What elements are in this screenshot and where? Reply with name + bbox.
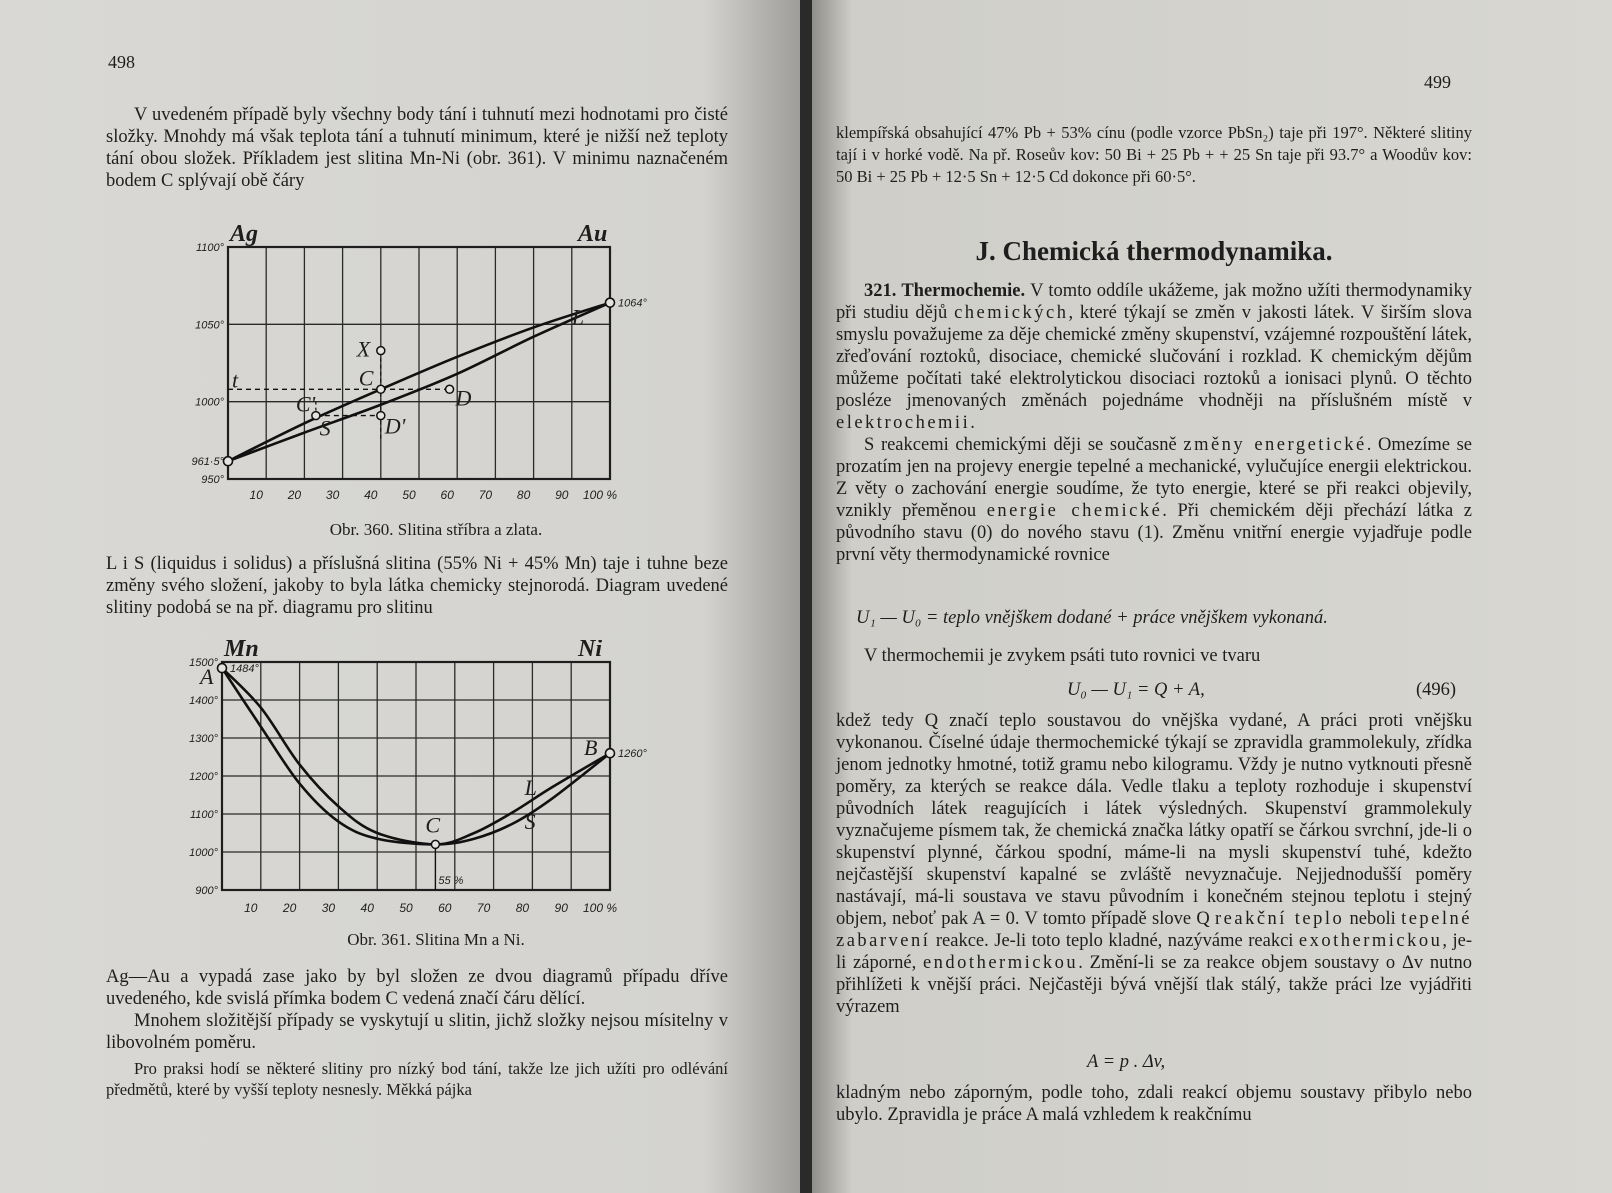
element-label: Au: [578, 225, 608, 247]
paragraph-text: Mnohem složitější případy se vyskytují u slitin, jichž složky nejsou mísitelny v libovolném poměru.: [106, 1011, 728, 1053]
end-value-label: 1484°: [230, 663, 259, 676]
x-tick-label: 100 %: [582, 901, 618, 915]
x-tick-label: 30: [321, 901, 336, 915]
text-run: V tomto oddíle ukážeme, jak možno užíti thermodynamiky při studiu dějů: [836, 281, 1472, 323]
point-marker: [377, 347, 385, 355]
equation: U₁ — U₀ = teplo vnějškem dodané + práce vnějškem vykonaná.: [856, 608, 1328, 628]
endpoint-marker: [218, 664, 227, 673]
emphasis: tepelné zabarvení: [836, 909, 1472, 951]
endpoint-marker: [224, 457, 233, 466]
text-run: neboli: [1344, 909, 1402, 929]
x-tick-label: 50: [399, 901, 413, 915]
emphasis: endothermickou: [922, 953, 1079, 973]
paragraph: [106, 966, 728, 1100]
point-marker: [431, 840, 439, 848]
paragraph-text: [836, 710, 1472, 1018]
paragraph-text: L i S (liquidus i solidus) a příslušná slitina (55% Ni + 45% Mn) taje i tuhne beze změny svého složení, jakoby to byla látka chemicky stejnorodá. Diagram uvedené slitiny podobá se na př. diagramu pro slitinu: [106, 554, 728, 618]
paragraph: [836, 645, 1472, 667]
x-tick-label: 70: [476, 901, 491, 915]
book-gutter: [800, 0, 812, 1193]
x-tick-label: 10: [249, 488, 263, 502]
emphasis: energie chemické: [986, 501, 1163, 521]
y-tick-label: 1050°: [195, 319, 224, 332]
y-tick-label: 961·5°: [191, 456, 224, 469]
paragraph: [836, 1082, 1472, 1126]
text-run: . Změní-li se za reakce objem soustavy o Δv nutno přihlížeti k vnější práci. Nejčastěji bývá vnější tlak stálý, takže práci lze vyjádřiti výrazem: [836, 953, 1472, 1017]
paragraph: [836, 122, 1472, 188]
endpoint-marker: [606, 749, 615, 758]
emphasis: reakční teplo: [1215, 909, 1345, 929]
point-marker: [377, 412, 385, 420]
element-label: Ni: [578, 640, 602, 662]
paragraph-text: [836, 434, 1472, 566]
x-tick-label: 70: [478, 488, 493, 502]
paragraph-text: V uvedeném případě byly všechny body tání i tuhnutí mezi hodnotami pro čisté složky. Mnohdy má však teplota tání a tuhnutí minimum, které je nižší než teploty tání obou složek. Příkladem jest slitina Mn-Ni (obr. 361). V minimu naznačeném bodem C splývají obě čáry: [106, 105, 728, 191]
y-tick-label: 1100°: [189, 809, 218, 821]
y-tick-label: 1000°: [189, 847, 218, 859]
y-tick-label: 1300°: [189, 733, 218, 745]
element-label: Mn: [224, 640, 259, 662]
point-marker: [446, 385, 454, 393]
point-label: t: [232, 367, 239, 393]
y-tick-label: 1400°: [189, 695, 218, 707]
text-run: S reakcemi chemickými ději se současně: [864, 435, 1184, 455]
y-tick-label: 1200°: [189, 771, 218, 783]
section-label: 321. Thermochemie.: [864, 281, 1026, 301]
y-tick-label: 900°: [195, 885, 218, 897]
right-page: [812, 0, 1612, 1193]
endpoint-marker: [606, 298, 615, 307]
x-tick-label: 20: [287, 488, 302, 502]
paragraph-text: kladným nebo záporným, podle toho, zdali reakcí objemu soustavy přibylo nebo ubylo. Zpravidla je práce A malá vzhledem k reakčnímu: [836, 1083, 1472, 1125]
x-tick-label: 20: [282, 901, 297, 915]
x-tick-label: 80: [515, 901, 530, 915]
text-run: , které týkají se změn v jakosti látek. V širším slova smyslu považujeme za děje chemické změny skupenství, vzájemné rozpouštění látek, zřeďování roztoků, disociace, chemické slučování i rozklad. K chemickým dějům můžeme počítati také elektrolytickou disociaci roztoků a ionisaci plynů. O těchto posléze jmenovaných změnách pojednáme vhodněji na příslušném místě v: [836, 303, 1472, 411]
y-tick-label: 1500°: [189, 657, 218, 669]
end-value-label: 1064°: [618, 297, 647, 310]
point-label: D': [384, 413, 406, 439]
point-label: S: [524, 809, 536, 835]
x-tick-label: 10: [244, 901, 258, 915]
x-tick-label: 100 %: [582, 488, 618, 502]
page-number: 499: [1424, 72, 1451, 92]
paragraph-text: [836, 280, 1472, 434]
minimum-label: 55 %: [438, 875, 464, 887]
x-tick-label: 50: [402, 488, 416, 502]
x-tick-label: 80: [516, 488, 531, 502]
point-label: D: [455, 385, 472, 411]
point-label: C: [358, 365, 374, 391]
page-number: 498: [108, 52, 135, 72]
point-label: C': [295, 391, 316, 417]
point-label: S: [319, 415, 331, 441]
x-tick-label: 90: [554, 901, 568, 915]
equation: U₀ — U₁ = Q + A,: [1067, 680, 1205, 700]
point-label: L: [571, 304, 585, 330]
left-page: [0, 0, 800, 1193]
text-run: reakce. Je-li toto teplo kladné, nazýváme reakci: [930, 931, 1299, 951]
element-label: Ag: [230, 225, 259, 247]
point-marker: [377, 385, 385, 393]
figure-360-chart: [176, 225, 696, 545]
x-tick-label: 90: [555, 488, 569, 502]
figure-caption: Obr. 361. Slitina Mn a Ni.: [347, 930, 525, 949]
paragraph-text: V thermochemii je zvykem psáti tuto rovnici ve tvaru: [864, 646, 1261, 666]
section-321: [836, 280, 1472, 566]
x-tick-label: 60: [438, 901, 452, 915]
point-label: B: [584, 735, 598, 761]
text-run: , je-li záporné,: [836, 931, 1472, 973]
x-tick-label: 60: [440, 488, 454, 502]
y-tick-label: 1100°: [195, 242, 224, 254]
point-label: A: [200, 664, 214, 690]
emphasis: elektrochemii: [836, 413, 971, 433]
emphasis: změny energetické: [1183, 435, 1367, 455]
point-label: L: [524, 775, 537, 800]
text-run: kdež tedy Q značí teplo soustavou do vnějška vydané, A práci proti vnějšku vykonanou. Číselné údaje thermochemické týkají se zpravidla grammolekuly, zřídka jenom jednotky hmotné, totiž gramu nebo kilogramu. Vždy je nutno vytknouti přesně poměry, za kterých se reakce dála. Vedle tlaku a teploty rozhoduje i skupenství původních látek reagujících i látek výsledných. Skupenství grammolekuly vyznačujeme písmem tak, že chemická značka látky opatří se čárkou svrchní, jde-li o skupenství plynné, čárkou spodní, máme-li na mysli skupenství tuhé, kdežto nejčastější skupenství kapalné se zvláště nevyznačuje. Nejjednodušší poměry nastávají, má-li soustava ve stavu původním i konečném stejnou teplotu i stejný objem, neboť pak A = 0. V tomto případě slove Q: [836, 711, 1472, 929]
point-label: C: [425, 812, 441, 838]
emphasis: chemických: [954, 303, 1069, 323]
paragraph: [106, 104, 728, 192]
figure-caption: Obr. 360. Slitina stříbra a zlata.: [329, 520, 543, 539]
text-run: .: [970, 413, 975, 433]
equation: A = p . Δv,: [1087, 1052, 1166, 1072]
paragraph: [106, 553, 728, 619]
paragraph: [836, 710, 1472, 1018]
paragraph-text: Ag—Au a vypadá zase jako by byl složen ze dvou diagramů případu dříve uvedeného, kde svislá přímka bodem C vedená značí čáru dělící.: [106, 967, 728, 1009]
point-label: X: [356, 336, 371, 362]
emphasis: exothermickou: [1298, 931, 1443, 951]
text-run: . Omezíme se prozatím jen na projevy energie tepelné a mechanické, vylučujíce energii elektrickou. Z věty o zachování energie soudíme, že tyto energie, které se při reakci objevily, vznikly přeměnou: [836, 435, 1473, 521]
paragraph-text: klempířská obsahující 47% Pb + 53% cínu (podle vzorce PbSn₂) taje při 197°. Některé slitiny tají i v horké vodě. Na př. Roseův kov: 50 Bi + 25 Pb + + 25 Sn taje při 93.7° a Woodův kov: 50 Bi + 25 Pb + 12·5 Sn + 12·5 Cd dokonce při 60·5°.: [836, 123, 1472, 186]
y-tick-label: 1000°: [195, 396, 224, 409]
section-heading: J. Chemická thermodynamika.: [975, 236, 1333, 266]
equation-number: (496): [1416, 680, 1457, 700]
x-tick-label: 30: [325, 488, 340, 502]
x-tick-label: 40: [360, 901, 374, 915]
x-tick-label: 40: [364, 488, 378, 502]
text-run: . Při chemickém ději přechází látka z původního stavu (0) do nového stavu (1). Změnu vnitřní energie vyjadřuje podle první věty thermodynamické rovnice: [836, 501, 1473, 565]
figure-361-chart: [176, 640, 696, 930]
end-value-label: 1260°: [618, 748, 647, 761]
paragraph-text: Pro praksi hodí se některé slitiny pro nízký bod tání, takže lze jich užíti pro odlévání předmětů, které by vyšší teploty nesnesly. Měkká pájka: [106, 1059, 728, 1099]
y-tick-label: 950°: [201, 474, 224, 486]
